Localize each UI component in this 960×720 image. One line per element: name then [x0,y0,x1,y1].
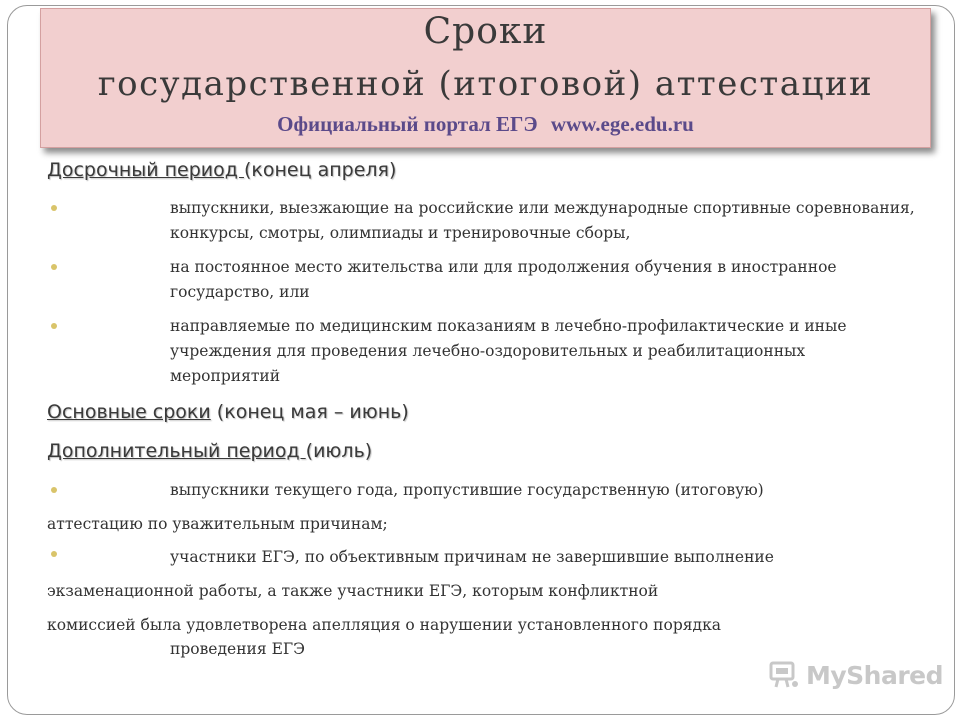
list-item-line: экзаменационной работы, а также участники ЕГЭ, которым конфликтной [47,582,659,600]
bullet-icon [51,264,57,270]
list-item-line: комиссией была удовлетворена апелляция о нарушении установленного порядка [47,616,722,634]
subtitle-url: www.ege.edu.ru [550,112,694,136]
title-banner [40,8,931,148]
heading-additional-rest: (июль) [305,440,373,462]
list-item: направляемые по медицинским показаниям в лечебно-профилактические и иные учреждения для проведения лечебно-оздоровительных и реабилитационных мероприятий [170,317,847,385]
list-item-line: аттестацию по уважительным причинам; [47,515,388,533]
myshared-watermark [768,658,943,692]
heading-main-rest: (конец мая – июнь) [210,401,409,423]
slide-title: Сроки [423,11,548,52]
heading-early-rest: (конец апреля) [243,159,397,181]
list-item-line: проведения ЕГЭ [170,640,306,658]
heading-main-underlined: Основные сроки [47,401,211,423]
watermark-text: MyShared [806,660,944,690]
slide-title-line2: государственной (итоговой) аттестации [97,64,874,104]
list-item: на постоянное место жительства или для продолжения обучения в иностранное государство, или [170,258,837,301]
heading-additional-underlined: Дополнительный период [47,440,306,462]
slide-subtitle [41,112,930,137]
bullet-icon [51,487,57,493]
heading-main-period [47,401,409,423]
list-item-line: участники ЕГЭ, по объективным причинам не завершившие выполнение [170,548,774,566]
myshared-logo-icon [768,660,800,690]
heading-additional-period [47,440,372,462]
list-item: выпускники, выезжающие на российские или международные спортивные соревнования, конкурсы, смотры, олимпиады и тренировочные сборы, [170,199,915,242]
heading-early-period [47,159,396,181]
bullet-icon [51,551,57,557]
bullet-icon [51,205,57,211]
subtitle-label: Официальный портал ЕГЭ [277,112,538,136]
heading-early-underlined: Досрочный период [47,159,244,181]
bullet-icon [51,323,57,329]
list-item-line: выпускники текущего года, пропустившие государственную (итоговую) [170,481,764,499]
